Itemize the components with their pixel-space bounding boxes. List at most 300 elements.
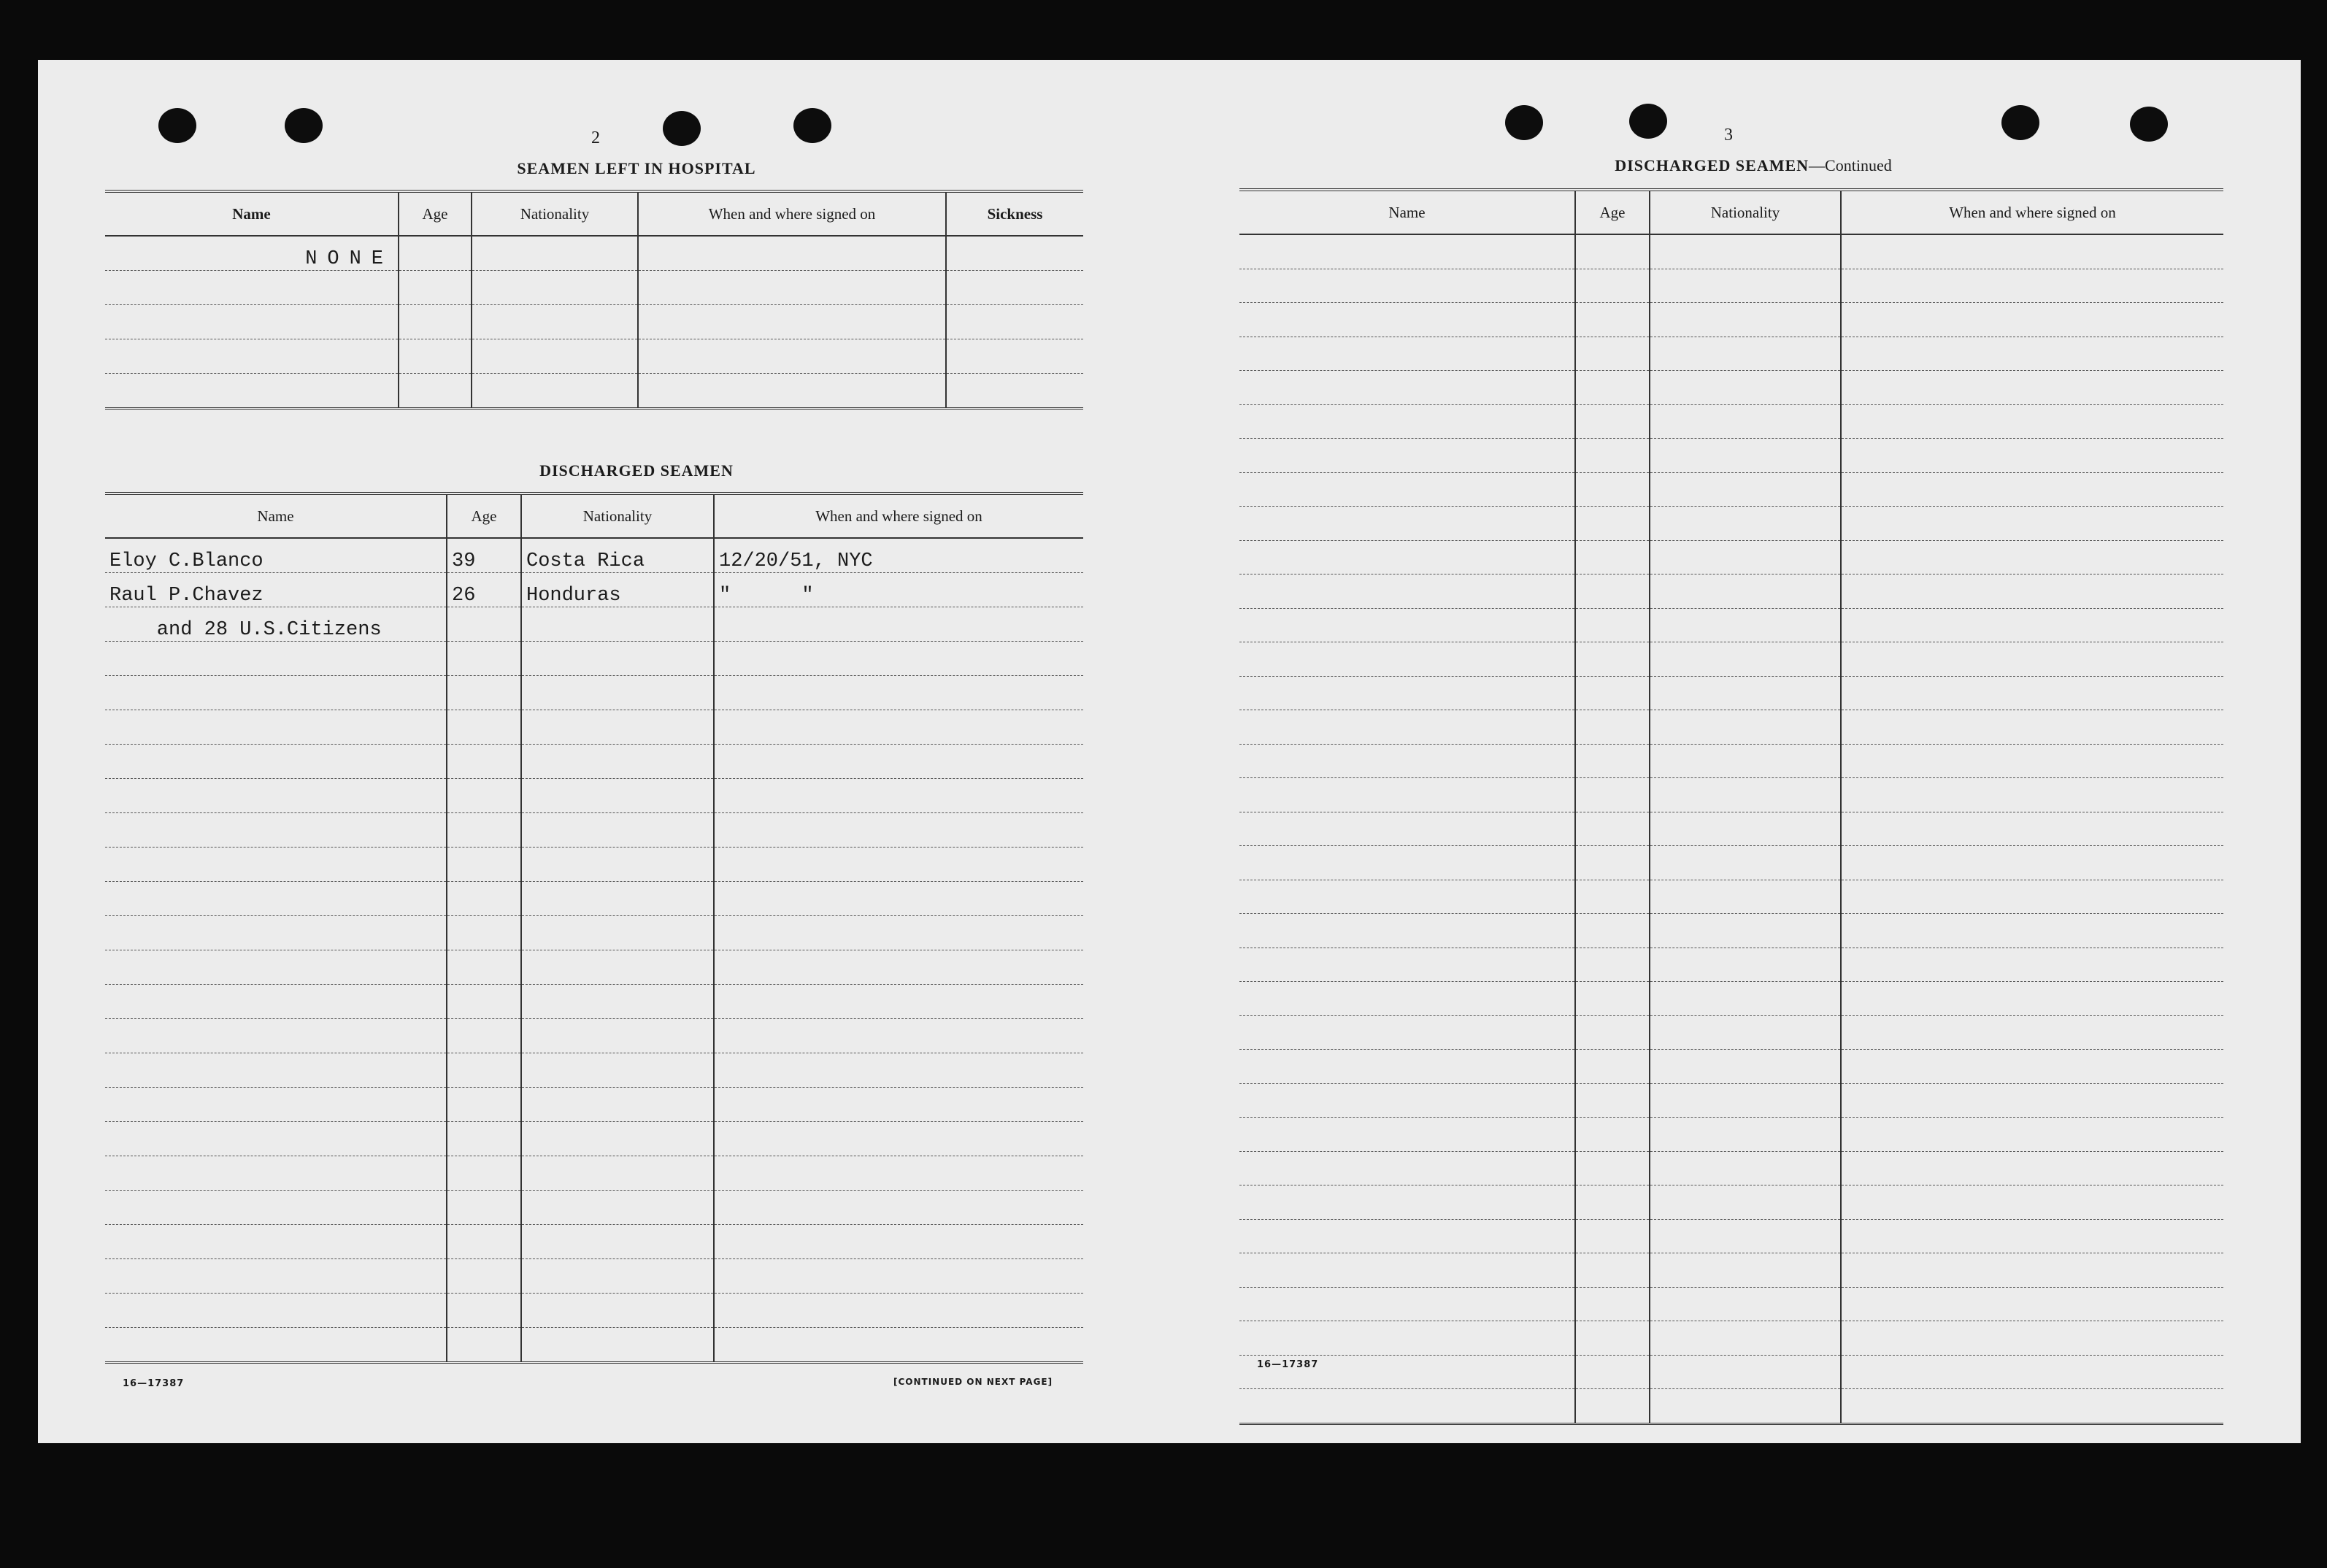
cell-signed-on — [714, 848, 1083, 882]
cell-signed-on — [1841, 371, 2223, 405]
cell-name — [1239, 676, 1575, 710]
cell-name — [105, 1156, 447, 1191]
cell-nationality — [521, 1122, 714, 1156]
cell-age — [447, 1328, 521, 1363]
form-number-left: 16—17387 — [123, 1378, 185, 1389]
cell-signed-on — [1841, 914, 2223, 948]
cell-nationality — [521, 779, 714, 813]
table-row — [1239, 269, 2223, 303]
cell-signed-on — [1841, 846, 2223, 880]
table-row — [1239, 574, 2223, 609]
cell-nationality — [472, 374, 638, 409]
cell-name — [1239, 744, 1575, 778]
cell-nationality — [1650, 1015, 1841, 1050]
cell-name — [105, 339, 399, 374]
discharged-section-title: DISCHARGED SEAMEN — [539, 461, 734, 480]
cell-name — [105, 813, 447, 848]
col-nationality: Nationality — [1650, 190, 1841, 234]
cell-sickness — [946, 374, 1083, 409]
cell-name — [1239, 1050, 1575, 1084]
cell-signed-on — [1841, 812, 2223, 846]
cell-name — [105, 1088, 447, 1122]
cell-name — [105, 1122, 447, 1156]
cell-signed-on — [714, 1053, 1083, 1088]
cell-name — [1239, 812, 1575, 846]
punch-hole — [2130, 107, 2168, 142]
cell-age — [1575, 303, 1650, 337]
cell-age — [447, 745, 521, 779]
cell-signed-on — [1841, 778, 2223, 812]
discharged-continued-title — [1483, 156, 2023, 175]
cell-nationality — [1650, 642, 1841, 677]
cell-nationality — [1650, 880, 1841, 914]
cell-age — [1575, 1083, 1650, 1118]
cell-age — [1575, 710, 1650, 745]
cell-age — [1575, 574, 1650, 609]
cell-name — [1239, 948, 1575, 982]
cell-name — [1239, 337, 1575, 371]
cell-name — [1239, 472, 1575, 507]
form-number-right: 16—17387 — [1257, 1359, 1319, 1370]
cell-name — [1239, 642, 1575, 677]
cell-nationality — [1650, 439, 1841, 473]
cell-name — [105, 950, 447, 985]
cell-age — [1575, 608, 1650, 642]
hospital-header-row — [105, 191, 1083, 236]
table-row — [105, 339, 1083, 374]
cell-signed-on — [1841, 1050, 2223, 1084]
punch-hole — [1629, 104, 1667, 139]
cell-nationality — [1650, 744, 1841, 778]
table-row — [105, 882, 1083, 916]
table-row — [1239, 540, 2223, 574]
cell-signed-on — [1841, 574, 2223, 609]
table-row — [105, 607, 1083, 642]
cell-nationality — [521, 1019, 714, 1053]
cell-nationality — [521, 813, 714, 848]
punch-hole — [1505, 105, 1543, 140]
cell-name: Raul P.Chavez — [105, 573, 447, 607]
table-row — [105, 1294, 1083, 1328]
continued-suffix: —Continued — [1809, 156, 1892, 174]
cell-age — [1575, 778, 1650, 812]
table-row — [1239, 642, 2223, 677]
cell-age — [447, 1019, 521, 1053]
cell-age — [1575, 642, 1650, 677]
punch-hole — [2001, 105, 2039, 140]
cell-age — [447, 676, 521, 710]
cell-nationality — [1650, 234, 1841, 269]
cell-name — [1239, 846, 1575, 880]
cell-name — [105, 779, 447, 813]
col-name: Name — [1239, 190, 1575, 234]
col-signed-on: When and where signed on — [638, 191, 946, 236]
cell-nationality — [521, 1053, 714, 1088]
cell-nationality — [521, 1328, 714, 1363]
continued-note: [CONTINUED ON NEXT PAGE] — [893, 1377, 1053, 1387]
table-row — [1239, 778, 2223, 812]
cell-name — [105, 305, 399, 339]
col-signed-on: When and where signed on — [714, 493, 1083, 538]
cell-age — [399, 374, 472, 409]
table-row — [1239, 948, 2223, 982]
table-row — [1239, 880, 2223, 914]
col-name: Name — [105, 191, 399, 236]
table-row — [105, 1225, 1083, 1259]
cell-age — [1575, 404, 1650, 439]
cell-age — [447, 1156, 521, 1191]
cell-name — [1239, 710, 1575, 745]
cell-name — [105, 642, 447, 676]
cell-signed-on — [714, 1328, 1083, 1363]
cell-signed-on — [1841, 540, 2223, 574]
cell-name — [1239, 1083, 1575, 1118]
table-row — [105, 1328, 1083, 1363]
cell-age — [447, 985, 521, 1019]
cell-nationality — [521, 1156, 714, 1191]
cell-nationality — [1650, 948, 1841, 982]
cell-age — [1575, 472, 1650, 507]
cell-age — [1575, 744, 1650, 778]
cell-age — [1575, 1015, 1650, 1050]
cell-sickness — [946, 271, 1083, 305]
cell-signed-on — [1841, 1185, 2223, 1220]
col-signed-on: When and where signed on — [1841, 190, 2223, 234]
cell-nationality — [1650, 540, 1841, 574]
cell-nationality — [1650, 472, 1841, 507]
cell-signed-on — [1841, 507, 2223, 541]
cell-name — [105, 1259, 447, 1294]
cell-age — [447, 607, 521, 642]
cell-signed-on — [638, 271, 946, 305]
cell-nationality — [1650, 914, 1841, 948]
cell-nationality — [521, 607, 714, 642]
table-row — [1239, 744, 2223, 778]
cell-name — [105, 745, 447, 779]
cell-signed-on — [1841, 1287, 2223, 1321]
cell-name — [1239, 574, 1575, 609]
cell-name — [105, 1225, 447, 1259]
cell-age — [1575, 507, 1650, 541]
table-row — [1239, 1219, 2223, 1253]
cell-age — [399, 236, 472, 271]
table-row — [105, 236, 1083, 271]
cell-name — [105, 916, 447, 950]
table-row — [1239, 507, 2223, 541]
cell-signed-on — [1841, 337, 2223, 371]
cell-age — [1575, 1050, 1650, 1084]
cell-name — [1239, 234, 1575, 269]
cell-nationality — [472, 236, 638, 271]
cell-signed-on — [714, 1191, 1083, 1225]
cell-nationality — [521, 676, 714, 710]
cell-name — [1239, 1219, 1575, 1253]
discharged-continued-rows — [1239, 234, 2223, 1423]
cell-name — [1239, 608, 1575, 642]
table-row — [1239, 371, 2223, 405]
cell-signed-on — [1841, 1321, 2223, 1356]
cell-signed-on — [1841, 642, 2223, 677]
cell-signed-on — [638, 339, 946, 374]
cell-age — [1575, 982, 1650, 1016]
table-row — [105, 745, 1083, 779]
cell-name — [1239, 1015, 1575, 1050]
cell-age — [447, 1191, 521, 1225]
cell-signed-on — [714, 916, 1083, 950]
cell-nationality — [1650, 1389, 1841, 1424]
cell-age — [447, 779, 521, 813]
cell-age — [1575, 812, 1650, 846]
cell-age — [399, 305, 472, 339]
cell-name — [105, 374, 399, 409]
cell-signed-on — [714, 1259, 1083, 1294]
table-row — [1239, 1389, 2223, 1424]
cell-signed-on — [714, 1019, 1083, 1053]
cell-name — [1239, 1389, 1575, 1424]
cell-age — [1575, 439, 1650, 473]
table-row — [105, 710, 1083, 745]
table-row — [105, 1259, 1083, 1294]
col-nationality: Nationality — [521, 493, 714, 538]
cell-name — [105, 1053, 447, 1088]
table-row — [105, 950, 1083, 985]
cell-age — [447, 642, 521, 676]
table-row — [105, 1053, 1083, 1088]
table-row — [105, 1088, 1083, 1122]
cell-signed-on — [714, 779, 1083, 813]
table-row — [105, 1122, 1083, 1156]
punch-hole — [793, 108, 831, 143]
cell-name — [105, 1294, 447, 1328]
cell-signed-on — [1841, 1389, 2223, 1424]
table-row — [105, 1156, 1083, 1191]
cell-age — [1575, 676, 1650, 710]
cell-nationality — [472, 305, 638, 339]
table-row — [1239, 1015, 2223, 1050]
cell-nationality — [521, 848, 714, 882]
col-age: Age — [447, 493, 521, 538]
table-row — [1239, 1253, 2223, 1288]
table-row — [1239, 234, 2223, 269]
cell-name — [1239, 1287, 1575, 1321]
cell-nationality — [1650, 1118, 1841, 1152]
cell-sickness — [946, 305, 1083, 339]
cell-nationality — [521, 1225, 714, 1259]
table-row — [1239, 1185, 2223, 1220]
cell-signed-on — [1841, 1355, 2223, 1389]
cell-signed-on — [714, 985, 1083, 1019]
cell-name — [105, 1328, 447, 1363]
table-row — [105, 813, 1083, 848]
page-number-left: 2 — [591, 128, 600, 147]
table-row — [105, 573, 1083, 607]
cell-age — [1575, 880, 1650, 914]
cell-name — [105, 676, 447, 710]
punch-hole — [663, 111, 701, 146]
cell-age — [447, 848, 521, 882]
cell-age — [447, 916, 521, 950]
table-row — [1239, 1083, 2223, 1118]
cell-nationality — [1650, 676, 1841, 710]
cell-signed-on — [714, 710, 1083, 745]
table-row — [1239, 439, 2223, 473]
cell-name — [105, 1191, 447, 1225]
table-row — [1239, 1151, 2223, 1185]
cell-signed-on — [1841, 1118, 2223, 1152]
page-number-right: 3 — [1724, 126, 1733, 145]
table-row — [1239, 404, 2223, 439]
cell-name — [1239, 914, 1575, 948]
cell-age — [1575, 371, 1650, 405]
discharged-continued-header-row — [1239, 190, 2223, 234]
cell-signed-on — [714, 676, 1083, 710]
cell-age — [1575, 234, 1650, 269]
cell-nationality: Honduras — [521, 573, 714, 607]
table-row — [105, 676, 1083, 710]
punch-hole — [285, 108, 323, 143]
table-row — [1239, 1050, 2223, 1084]
table-row — [1239, 303, 2223, 337]
cell-signed-on — [1841, 269, 2223, 303]
table-row — [1239, 846, 2223, 880]
cell-signed-on: 12/20/51, NYC — [714, 538, 1083, 573]
cell-signed-on — [714, 1294, 1083, 1328]
col-name: Name — [105, 493, 447, 538]
cell-nationality — [1650, 303, 1841, 337]
cell-age — [447, 882, 521, 916]
cell-nationality — [1650, 778, 1841, 812]
cell-signed-on — [1841, 1253, 2223, 1288]
cell-name — [1239, 371, 1575, 405]
cell-name — [105, 882, 447, 916]
cell-sickness — [946, 339, 1083, 374]
cell-name — [105, 271, 399, 305]
cell-signed-on — [638, 374, 946, 409]
cell-nationality — [521, 1294, 714, 1328]
cell-nationality — [1650, 404, 1841, 439]
cell-nationality — [1650, 846, 1841, 880]
cell-age — [447, 1122, 521, 1156]
cell-nationality — [1650, 1321, 1841, 1356]
cell-nationality — [1650, 574, 1841, 609]
cell-name: NONE — [105, 236, 399, 271]
cell-name — [105, 710, 447, 745]
cell-age — [1575, 1355, 1650, 1389]
cell-name — [1239, 1253, 1575, 1288]
cell-nationality — [1650, 1083, 1841, 1118]
cell-nationality: Costa Rica — [521, 538, 714, 573]
cell-nationality — [1650, 1355, 1841, 1389]
table-row — [105, 642, 1083, 676]
cell-name — [1239, 269, 1575, 303]
cell-signed-on — [1841, 303, 2223, 337]
cell-age: 39 — [447, 538, 521, 573]
cell-name — [105, 1019, 447, 1053]
table-row — [1239, 914, 2223, 948]
cell-name — [1239, 1185, 1575, 1220]
table-row — [1239, 1321, 2223, 1356]
cell-signed-on — [1841, 710, 2223, 745]
cell-nationality — [521, 710, 714, 745]
cell-signed-on — [714, 745, 1083, 779]
discharged-table — [105, 492, 1083, 1364]
cell-age — [1575, 1321, 1650, 1356]
cell-age — [1575, 337, 1650, 371]
cell-age — [1575, 540, 1650, 574]
cell-sickness — [946, 236, 1083, 271]
cell-age — [1575, 914, 1650, 948]
table-row — [105, 779, 1083, 813]
table-row — [105, 1191, 1083, 1225]
cell-signed-on — [1841, 880, 2223, 914]
discharged-rows — [105, 538, 1083, 1363]
cell-age — [1575, 1118, 1650, 1152]
cell-age — [1575, 1219, 1650, 1253]
cell-signed-on — [1841, 234, 2223, 269]
cell-signed-on — [714, 642, 1083, 676]
cell-name — [1239, 439, 1575, 473]
cell-signed-on — [714, 882, 1083, 916]
cell-nationality — [521, 1259, 714, 1294]
cell-name — [105, 848, 447, 882]
discharged-continued-table — [1239, 188, 2223, 1425]
table-row — [1239, 608, 2223, 642]
cell-nationality — [1650, 337, 1841, 371]
cell-signed-on: " " — [714, 573, 1083, 607]
table-row — [1239, 1355, 2223, 1389]
cell-age — [399, 339, 472, 374]
table-row — [1239, 676, 2223, 710]
cell-age — [447, 813, 521, 848]
cell-name: and 28 U.S.Citizens — [105, 607, 447, 642]
cell-signed-on — [1841, 404, 2223, 439]
cell-age — [447, 1053, 521, 1088]
cell-nationality — [521, 950, 714, 985]
cell-signed-on — [1841, 676, 2223, 710]
cell-age — [447, 1225, 521, 1259]
cell-name — [1239, 1151, 1575, 1185]
table-row — [105, 305, 1083, 339]
cell-signed-on — [1841, 744, 2223, 778]
cell-name — [1239, 404, 1575, 439]
cell-signed-on — [1841, 1151, 2223, 1185]
cell-nationality — [472, 271, 638, 305]
cell-age — [399, 271, 472, 305]
discharged-continued-title-text: DISCHARGED SEAMEN — [1615, 156, 1809, 174]
document-page — [38, 60, 2301, 1443]
hospital-section-title: SEAMEN LEFT IN HOSPITAL — [517, 159, 756, 177]
cell-nationality — [521, 985, 714, 1019]
col-age: Age — [399, 191, 472, 236]
table-row — [105, 271, 1083, 305]
cell-nationality — [1650, 1219, 1841, 1253]
cell-signed-on — [1841, 1083, 2223, 1118]
cell-signed-on — [714, 607, 1083, 642]
cell-name — [1239, 303, 1575, 337]
table-row — [1239, 710, 2223, 745]
cell-signed-on — [714, 1156, 1083, 1191]
table-row — [1239, 337, 2223, 371]
cell-signed-on — [1841, 948, 2223, 982]
cell-signed-on — [714, 950, 1083, 985]
cell-signed-on — [714, 1225, 1083, 1259]
cell-signed-on — [1841, 472, 2223, 507]
cell-nationality — [521, 882, 714, 916]
table-row — [105, 985, 1083, 1019]
cell-age — [1575, 948, 1650, 982]
table-row — [1239, 812, 2223, 846]
cell-signed-on — [714, 1122, 1083, 1156]
